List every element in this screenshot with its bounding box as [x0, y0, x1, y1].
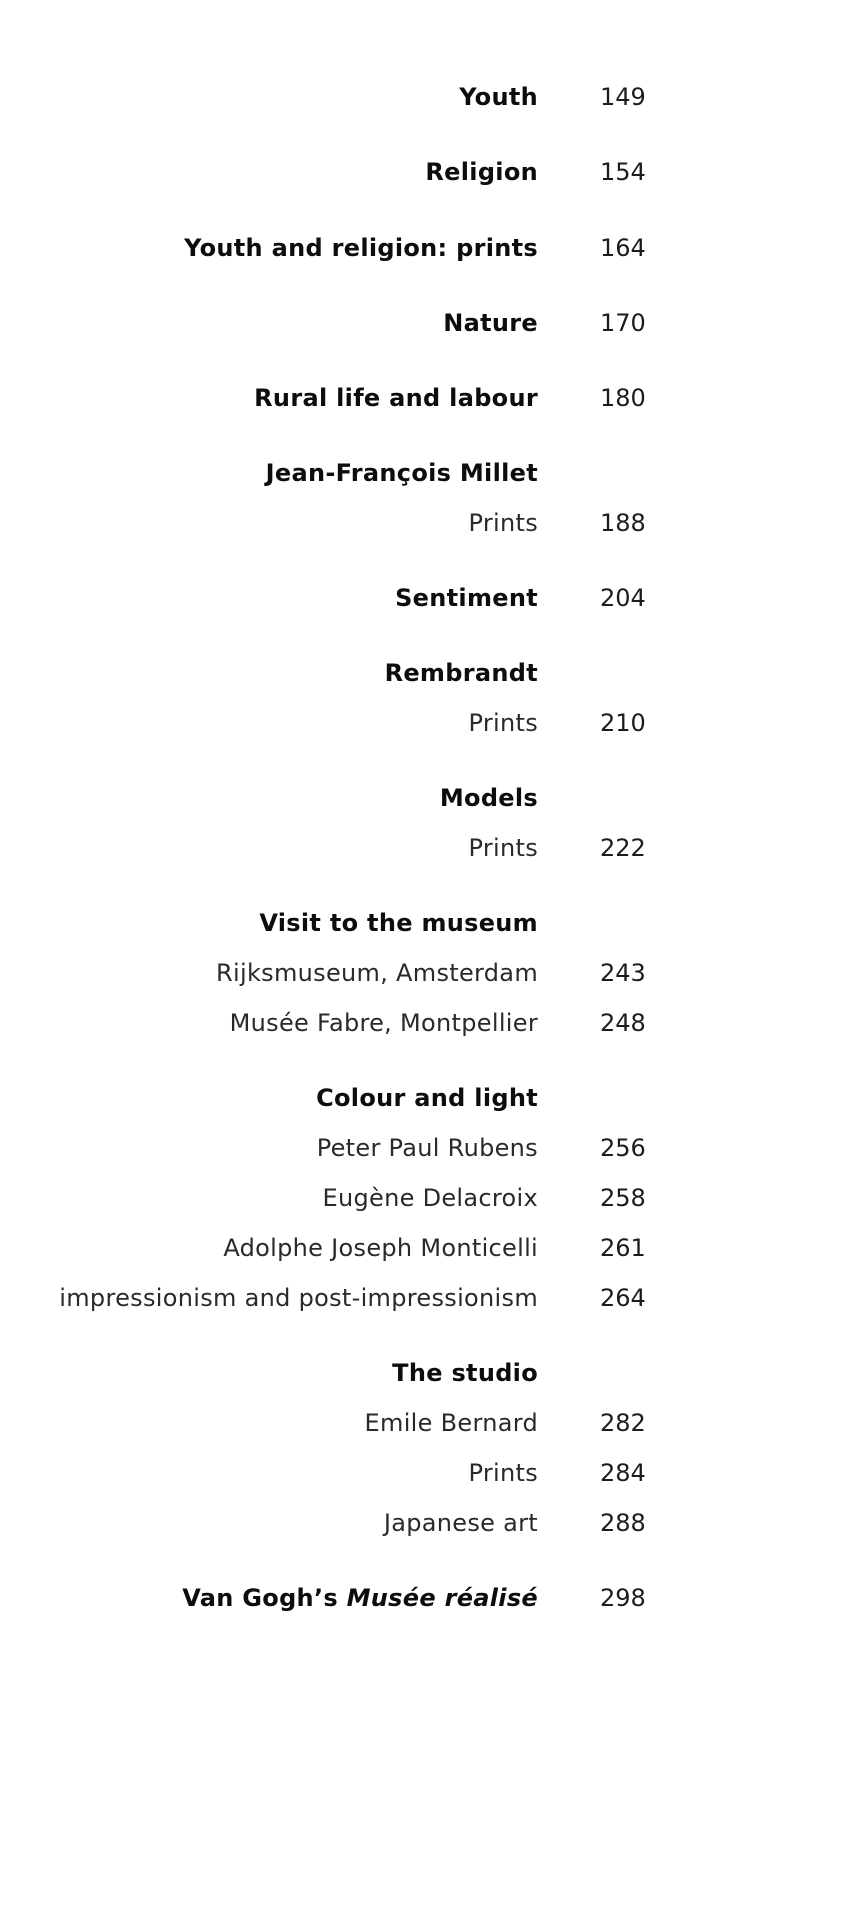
toc-page-number: 164: [600, 234, 646, 262]
toc-entry: [0, 1403, 858, 1443]
toc-entry-title: Musée Fabre, Montpellier: [229, 1009, 538, 1037]
toc-page-number: 204: [600, 584, 646, 612]
toc-entry-title: Adolphe Joseph Monticelli: [223, 1234, 538, 1262]
toc-entry-title: Rembrandt: [384, 659, 538, 687]
toc-page-number: 248: [600, 1009, 646, 1037]
toc-entry-title: Peter Paul Rubens: [316, 1134, 538, 1162]
toc-entry: [0, 578, 858, 618]
toc-entry: [0, 503, 858, 543]
toc-entry-title: Prints: [468, 1459, 538, 1487]
toc-entry: [0, 1453, 858, 1493]
toc-entry-title: Rural life and labour: [254, 384, 538, 412]
toc-entry-title: Visit to the museum: [259, 909, 538, 937]
toc-entry-title: Rijksmuseum, Amsterdam: [216, 959, 538, 987]
toc-entry-title: impressionism and post-impressionism: [59, 1284, 538, 1312]
toc-entry: [0, 77, 858, 117]
toc-entry-title: Emile Bernard: [364, 1409, 538, 1437]
toc-entry: [0, 703, 858, 743]
toc-entry-title: Eugène Delacroix: [322, 1184, 538, 1212]
toc-entry: [0, 1128, 858, 1168]
toc-page-number: 180: [600, 384, 646, 412]
toc-entry-title: The studio: [392, 1359, 538, 1387]
toc-entry: [0, 1003, 858, 1043]
toc-entry: [0, 953, 858, 993]
toc-entry: [0, 1278, 858, 1318]
toc-entry: [0, 1228, 858, 1268]
toc-entry: [0, 453, 858, 493]
toc-page-number: 188: [600, 509, 646, 537]
toc-entry-title: Nature: [443, 309, 538, 337]
toc-entry-title: Youth and religion: prints: [184, 234, 538, 262]
toc-page-number: 264: [600, 1284, 646, 1312]
toc-entry: [0, 1503, 858, 1543]
toc-entry: [0, 1078, 858, 1118]
toc-page-number: 210: [600, 709, 646, 737]
toc-entry-title: Models: [439, 784, 538, 812]
toc-page-number: 282: [600, 1409, 646, 1437]
toc-entry-title: Japanese art: [383, 1509, 538, 1537]
toc-entry: [0, 152, 858, 192]
toc-entry: [0, 778, 858, 818]
toc-entry-title: Prints: [468, 509, 538, 537]
toc-entry-title: Colour and light: [316, 1084, 538, 1112]
toc-entry-title-italic: Musée réalisé: [346, 1584, 538, 1612]
toc-page-number: 258: [600, 1184, 646, 1212]
toc-page-number: 288: [600, 1509, 646, 1537]
toc-page-number: 284: [600, 1459, 646, 1487]
toc-entry-title: Prints: [468, 834, 538, 862]
toc-page-number: 170: [600, 309, 646, 337]
toc-entry: [0, 303, 858, 343]
toc-entry: [0, 228, 858, 268]
toc-entry-title: Jean-François Millet: [265, 459, 538, 487]
toc-entry: [0, 828, 858, 868]
toc-entry-title: Religion: [425, 158, 538, 186]
toc-page-number: 298: [600, 1584, 646, 1612]
toc-entry: [0, 378, 858, 418]
toc-page-number: 149: [600, 83, 646, 111]
toc-entry: [0, 1353, 858, 1393]
toc-entry: [0, 1178, 858, 1218]
toc-entry-title: [182, 1578, 538, 1618]
toc-entry-final: [0, 1578, 858, 1618]
toc-entry-title: Sentiment: [395, 584, 538, 612]
toc-page-number: 261: [600, 1234, 646, 1262]
toc-entry-title-prefix: Van Gogh’s: [182, 1584, 347, 1612]
toc-entry-title: Prints: [468, 709, 538, 737]
toc-page-number: 256: [600, 1134, 646, 1162]
toc-entry: [0, 653, 858, 693]
toc-page-number: 222: [600, 834, 646, 862]
toc-page-number: 243: [600, 959, 646, 987]
toc-entry-title: Youth: [459, 83, 538, 111]
toc-page-number: 154: [600, 158, 646, 186]
toc-entry: [0, 903, 858, 943]
